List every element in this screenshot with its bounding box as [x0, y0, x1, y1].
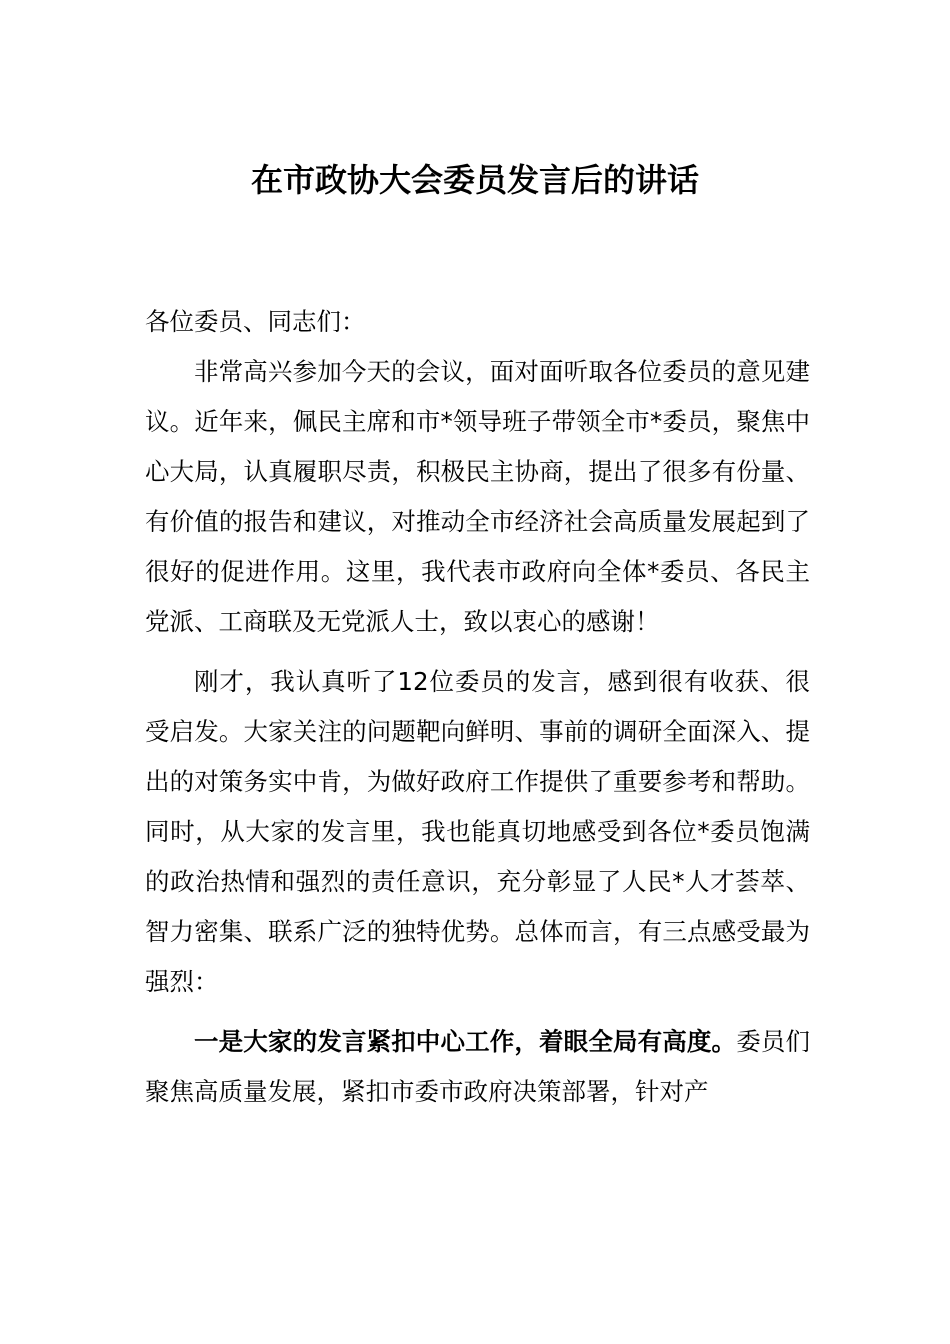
- paragraph-1: 非常高兴参加今天的会议，面对面听取各位委员的意见建议。近年来，佩民主席和市*领导班子带领全市*委员，聚焦中心大局，认真履职尽责，积极民主协商，提出了很多有份量、有价值的报告和建议，对推动全市经济社会高质量发展起到了很好的促进作用。这里，我代表市政府向全体*委员、各民主党派、工商联及无党派人士，致以衷心的感谢！: [145, 357, 810, 636]
- document-title: 在市政协大会委员发言后的讲话: [250, 161, 699, 199]
- paragraph-3-text: 委员们聚焦高质量发展，紧扣市委市政府决策部署，针对产: [145, 1027, 811, 1106]
- paragraph-3-lead: 一是大家的发言紧扣中心工作，着眼全局有高度。: [194, 1027, 737, 1056]
- paragraph-2: 刚才，我认真听了12位委员的发言，感到很有收获、很受启发。大家关注的问题靶向鲜明、事前的调研全面深入、提出的对策务实中肯，为做好政府工作提供了重要参考和帮助。同时，从大家的发言里，我也能真切地感受到各位*委员饱满的政治热情和强烈的责任意识，充分彰显了人民*人才荟萃、智力密集、联系广泛的独特优势。总体而言，有三点感受最为强烈：: [145, 667, 810, 996]
- document-body: [145, 297, 810, 1117]
- paragraph-3: [145, 1017, 810, 1117]
- salutation: 各位委员、同志们：: [145, 307, 366, 336]
